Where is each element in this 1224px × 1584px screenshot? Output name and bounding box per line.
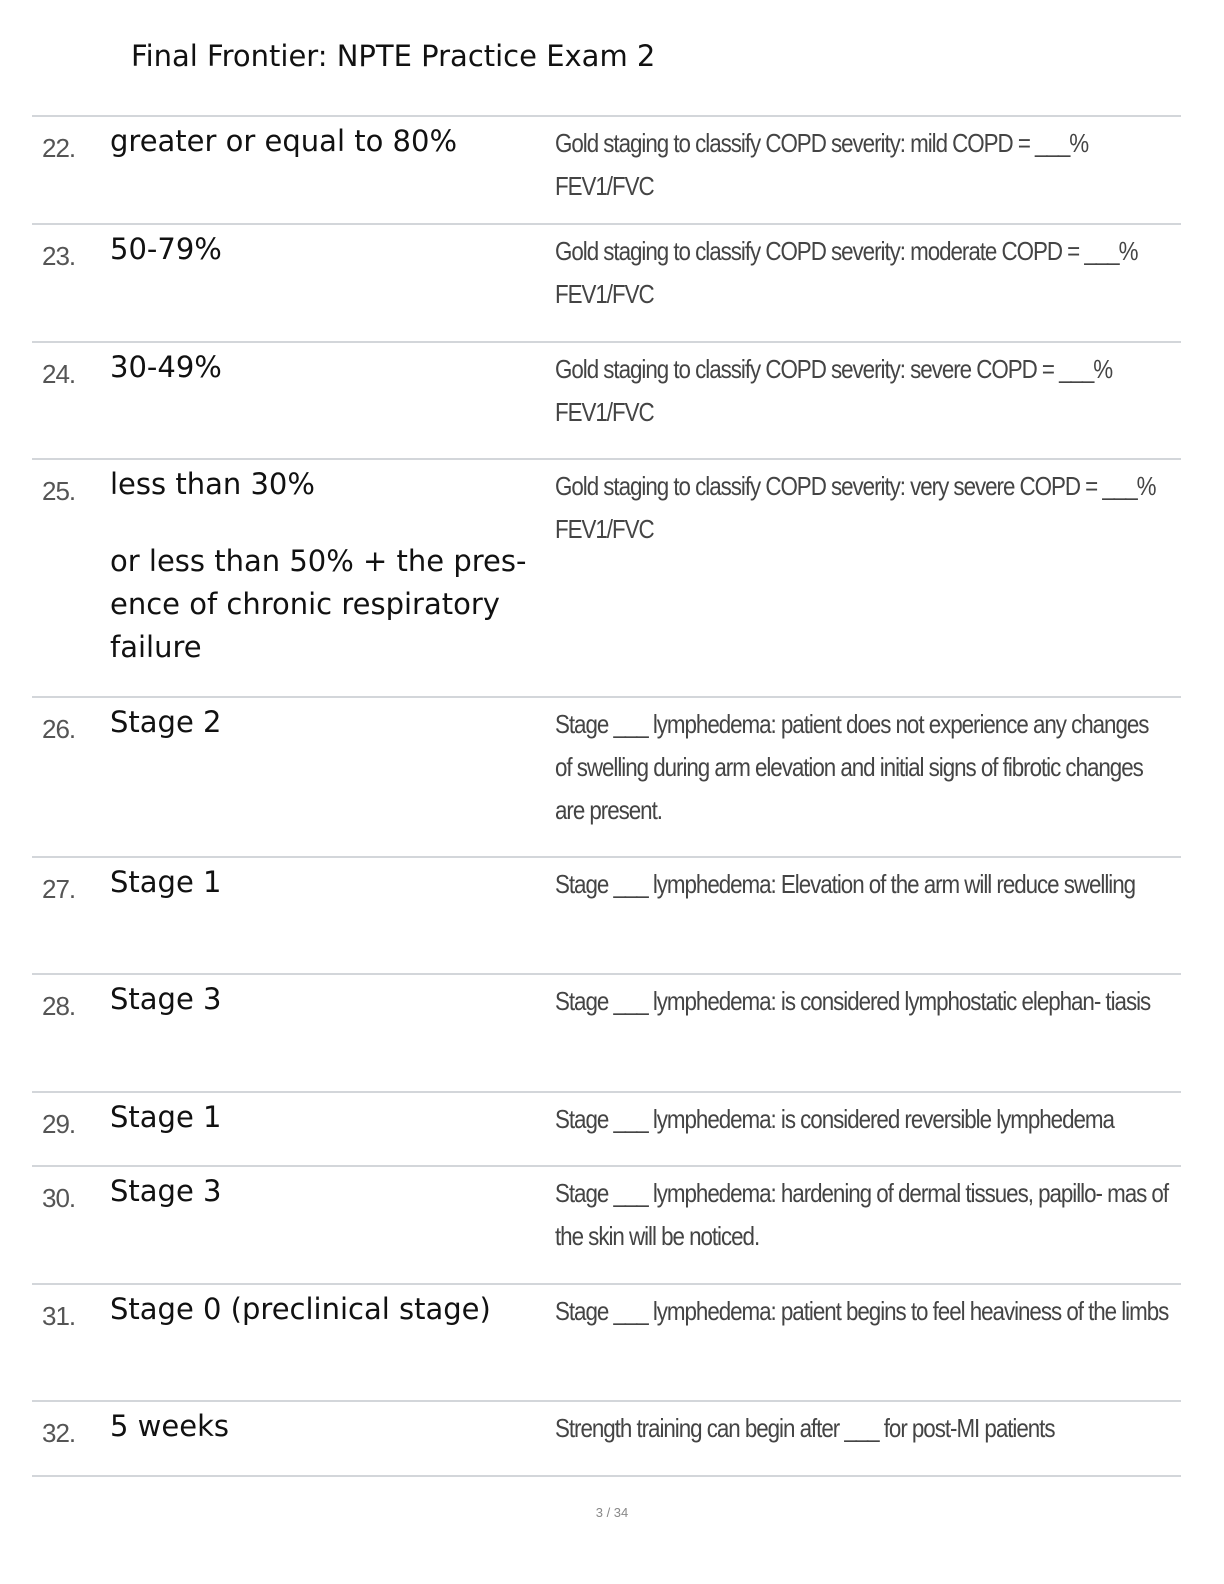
card-definition: Stage ___ lymphedema: Elevation of the arm will reduce swelling — [555, 869, 1136, 899]
card-term — [110, 1405, 530, 1448]
card-number: 25. — [42, 476, 76, 506]
card-term-extra: or less than 50% + the pres- ence of chronic respiratory failure — [110, 544, 527, 664]
flashcard-list — [32, 115, 1181, 1477]
card-number: 29. — [42, 1109, 76, 1139]
card-term — [110, 1170, 530, 1213]
card-term-text: 30-49% — [110, 350, 222, 384]
page-indicator: 3 / 34 — [595, 1505, 629, 1520]
card-term — [110, 228, 530, 271]
card-definition: Stage ___ lymphedema: patient does not experience any changes of swelling during arm elevation and initial signs of fibrotic changes are present. — [555, 709, 1149, 825]
card-number: 28. — [42, 991, 76, 1021]
card-number: 23. — [42, 241, 76, 271]
card-term-text: Stage 3 — [110, 1174, 222, 1208]
card-definition: Stage ___ lymphedema: hardening of dermal tissues, papillo- mas of the skin will be noticed. — [555, 1178, 1169, 1251]
card-term — [110, 120, 530, 163]
flashcard-row — [32, 975, 1181, 1093]
card-term-text: Stage 1 — [110, 1100, 222, 1134]
document-title: Final Frontier: NPTE Practice Exam 2 — [131, 39, 656, 73]
card-definition: Stage ___ lymphedema: is considered lymphostatic elephan- tiasis — [555, 986, 1151, 1016]
card-term — [110, 978, 530, 1021]
flashcard-row — [32, 225, 1181, 343]
card-definition: Strength training can begin after ___ for post-MI patients — [555, 1413, 1055, 1443]
card-term — [110, 346, 530, 389]
card-definition: Stage ___ lymphedema: patient begins to feel heaviness of the limbs — [555, 1296, 1169, 1326]
flashcard-row — [32, 858, 1181, 975]
card-number: 30. — [42, 1183, 76, 1213]
card-term-text: 50-79% — [110, 232, 222, 266]
card-definition: Gold staging to classify COPD severity: mild COPD = ___% FEV1/FVC — [555, 128, 1089, 201]
flashcard-row — [32, 343, 1181, 460]
card-number: 26. — [42, 714, 76, 744]
card-definition: Gold staging to classify COPD severity: very severe COPD = ___% FEV1/FVC — [555, 471, 1156, 544]
card-term-text: less than 30% — [110, 467, 315, 501]
card-term — [110, 701, 530, 744]
card-number: 27. — [42, 874, 76, 904]
flashcard-row — [32, 1093, 1181, 1167]
card-term — [110, 861, 530, 904]
flashcard-row — [32, 460, 1181, 698]
flashcard-row — [32, 698, 1181, 858]
card-term-text: 5 weeks — [110, 1409, 229, 1443]
card-definition: Gold staging to classify COPD severity: severe COPD = ___% FEV1/FVC — [555, 354, 1113, 427]
flashcard-row — [32, 1167, 1181, 1285]
card-number: 22. — [42, 133, 76, 163]
flashcard-row — [32, 1402, 1181, 1477]
flashcard-row — [32, 1285, 1181, 1402]
card-number: 31. — [42, 1301, 76, 1331]
card-number: 24. — [42, 359, 76, 389]
card-term — [110, 463, 530, 669]
card-definition: Gold staging to classify COPD severity: moderate COPD = ___% FEV1/FVC — [555, 236, 1138, 309]
card-definition: Stage ___ lymphedema: is considered reversible lymphedema — [555, 1104, 1114, 1134]
card-term — [110, 1288, 530, 1331]
card-term-text: Stage 3 — [110, 982, 222, 1016]
card-term — [110, 1096, 530, 1139]
flashcard-row — [32, 117, 1181, 225]
card-term-text: Stage 1 — [110, 865, 222, 899]
card-term-text: greater or equal to 80% — [110, 124, 458, 158]
card-term-text: Stage 0 (preclinical stage) — [110, 1292, 491, 1326]
card-term-text: Stage 2 — [110, 705, 222, 739]
card-number: 32. — [42, 1418, 76, 1448]
